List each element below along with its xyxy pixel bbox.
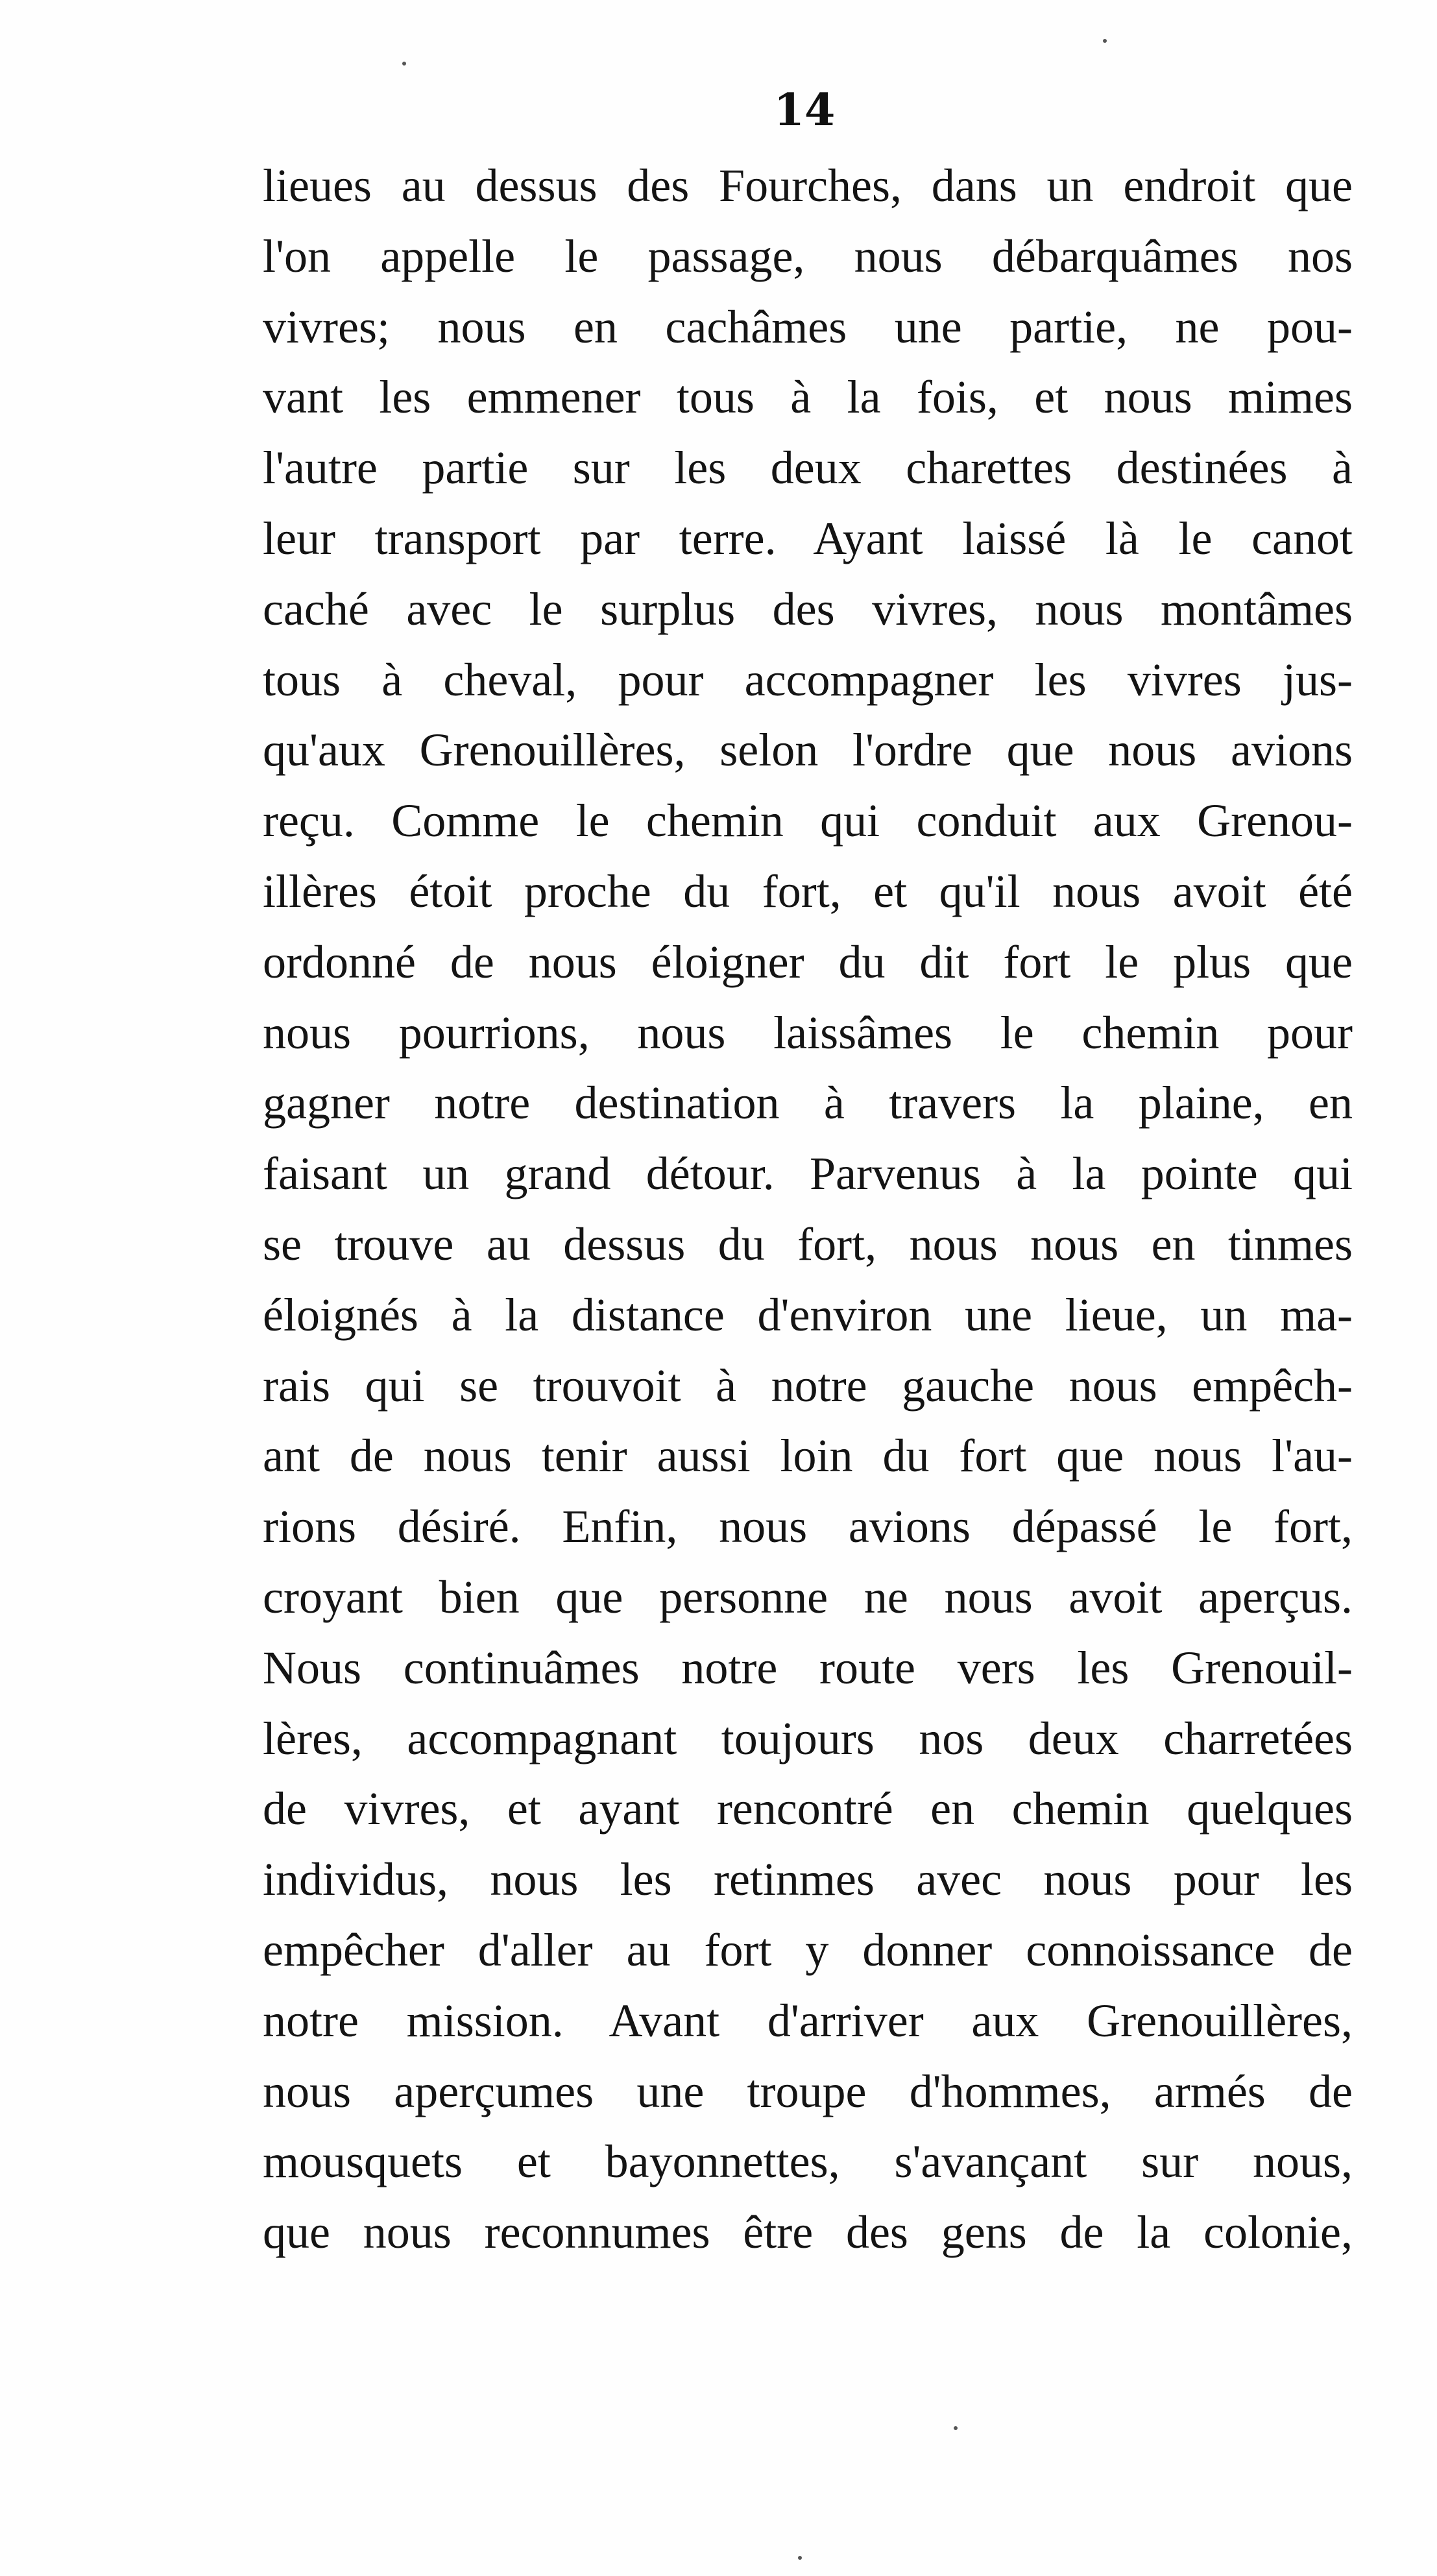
text-line: mousquets et bayonnettes, s'avançant sur nous, xyxy=(263,2136,1353,2188)
text-line: rions désiré. Enfin, nous avions dépassé le fort, xyxy=(263,1500,1353,1553)
text-line: faisant un grand détour. Parvenus à la pointe qui xyxy=(263,1148,1353,1200)
ink-speck xyxy=(402,62,406,66)
text-line: reçu. Comme le chemin qui conduit aux Grenou- xyxy=(263,795,1353,847)
text-line: lieues au dessus des Fourches, dans un endroit que xyxy=(263,160,1353,211)
text-line: empêcher d'aller au fort y donner connoissance de xyxy=(263,1923,1353,1976)
text-line: de vivres, et ayant rencontré en chemin quelques xyxy=(263,1783,1353,1835)
text-line: leur transport par terre. Ayant laissé là le canot xyxy=(263,512,1353,564)
text-line: illères étoit proche du fort, et qu'il nous avoit été xyxy=(263,865,1353,917)
text-line: l'autre partie sur les deux charettes destinées à xyxy=(263,442,1353,494)
text-line: rais qui se trouvoit à notre gauche nous empêch- xyxy=(263,1359,1353,1412)
text-line: que nous reconnumes être des gens de la colonie, xyxy=(263,2206,1353,2259)
text-line: individus, nous les retinmes avec nous pour les xyxy=(263,1853,1353,1906)
ink-speck xyxy=(1103,39,1107,43)
ink-speck xyxy=(954,2426,958,2430)
body-text xyxy=(263,150,1353,2268)
text-line: vivres; nous en cachâmes une partie, ne pou- xyxy=(263,300,1353,353)
text-line: Nous continuâmes notre route vers les Grenouil- xyxy=(263,1641,1353,1694)
text-line: notre mission. Avant d'arriver aux Grenouillères, xyxy=(263,1994,1353,2047)
ink-speck xyxy=(798,2556,802,2560)
text-line: nous pourrions, nous laissâmes le chemin pour xyxy=(263,1006,1353,1059)
text-line: caché avec le surplus des vivres, nous montâmes xyxy=(263,583,1353,635)
text-line: se trouve au dessus du fort, nous nous en tinmes xyxy=(263,1218,1353,1270)
page-number: 14 xyxy=(773,84,836,136)
text-line: ant de nous tenir aussi loin du fort que nous l'au- xyxy=(263,1430,1353,1482)
text-line: l'on appelle le passage, nous débarquâmes nos xyxy=(263,230,1353,282)
text-line: qu'aux Grenouillères, selon l'ordre que nous avions xyxy=(263,724,1353,776)
text-line: ordonné de nous éloigner du dit fort le plus que xyxy=(263,935,1353,988)
text-line: gagner notre destination à travers la plaine, en xyxy=(263,1077,1353,1129)
text-line: éloignés à la distance d'environ une lieue, un ma- xyxy=(263,1288,1353,1341)
text-line: tous à cheval, pour accompagner les vivres jus- xyxy=(263,653,1353,706)
text-line: croyant bien que personne ne nous avoit aperçus. xyxy=(263,1571,1353,1623)
text-line: lères, accompagnant toujours nos deux charretées xyxy=(263,1712,1353,1764)
text-line: nous aperçumes une troupe d'hommes, armés de xyxy=(263,2065,1353,2117)
text-line: vant les emmener tous à la fois, et nous mimes xyxy=(263,371,1353,424)
